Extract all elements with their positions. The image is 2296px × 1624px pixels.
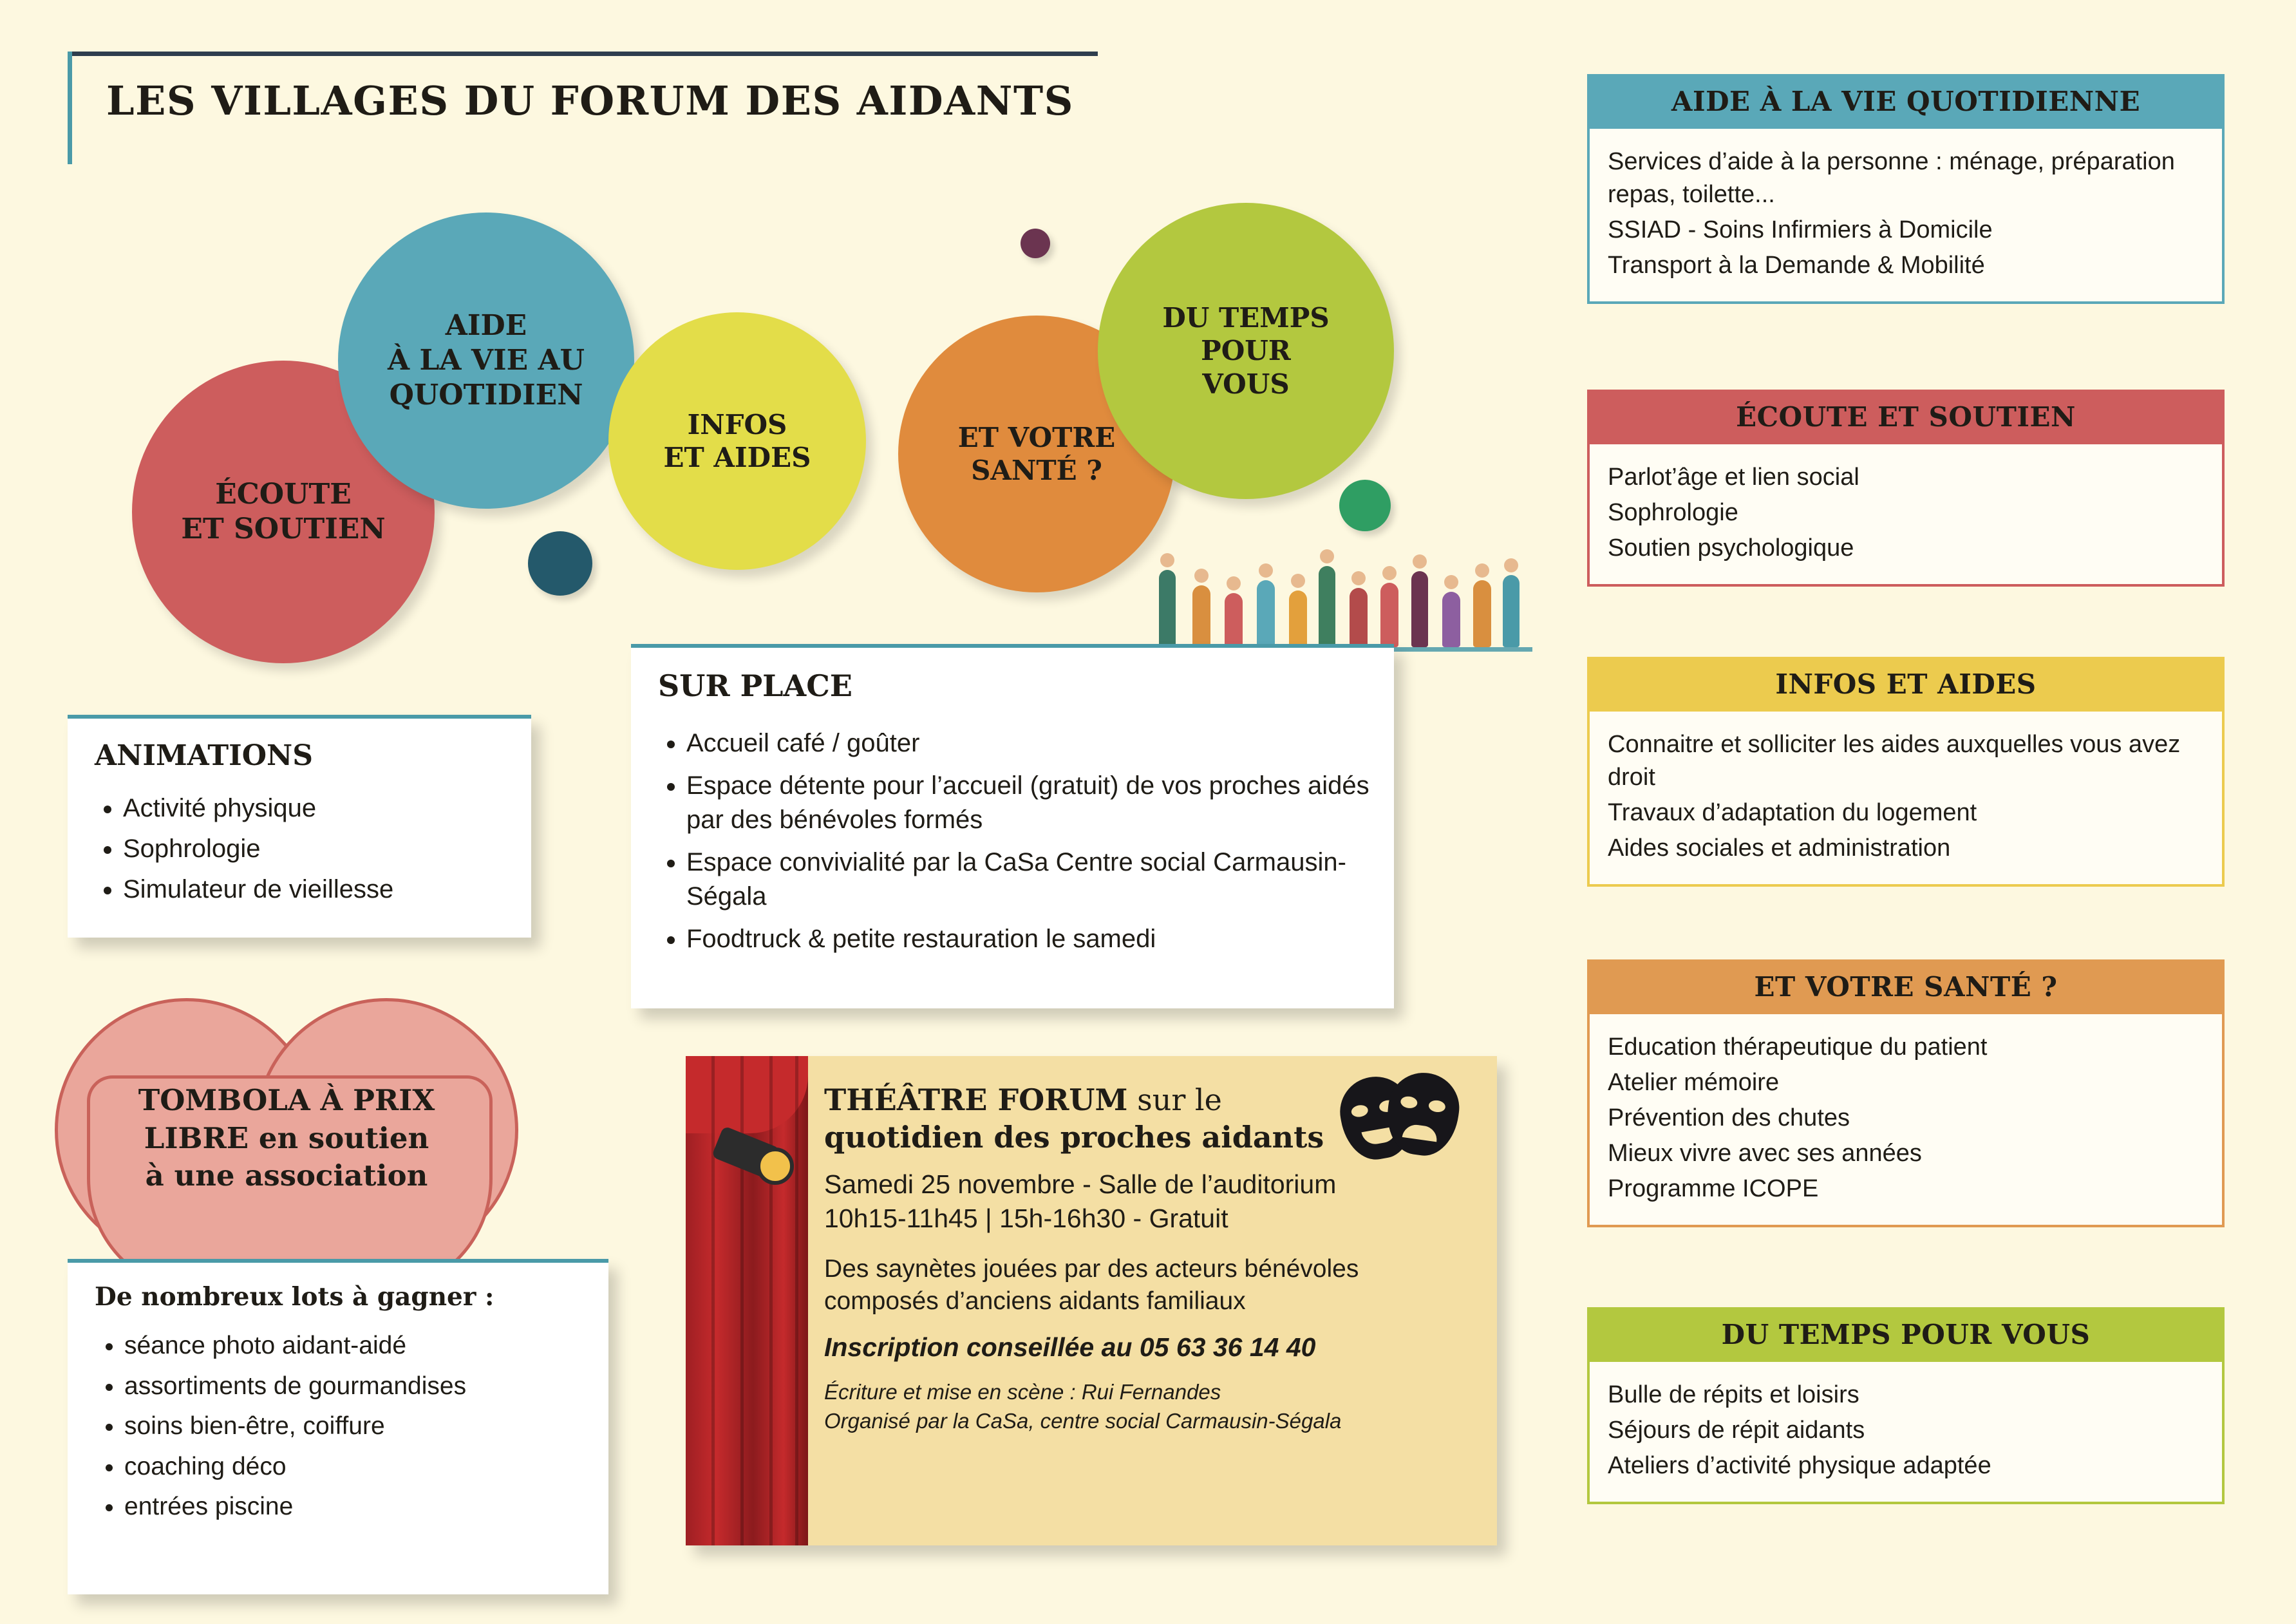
theatre-text-block: [824, 1082, 1474, 1435]
section-infos-aides: [1587, 657, 2225, 887]
person-figure: [1159, 570, 1176, 647]
list-item: • assortiments de gourmandises: [124, 1368, 466, 1405]
list-item: Ateliers d’activité physique adaptée: [1608, 1451, 1991, 1479]
sur-place-card: [631, 644, 1394, 1008]
title-top-rule: [68, 52, 1098, 56]
tombola-lots-card: [68, 1259, 608, 1594]
theatre-date: Samedi 25 novembre - Salle de l’auditorium: [824, 1169, 1337, 1199]
list-item: Soutien psychologique: [1608, 534, 1854, 562]
theatre-title-rest: sur le: [1127, 1082, 1222, 1117]
theatre-inscription[interactable]: Inscription conseillée au 05 63 36 14 40: [824, 1332, 1316, 1362]
theatre-credits: [824, 1378, 1474, 1435]
person-figure: [1380, 583, 1398, 647]
village-circle-temps: [1098, 203, 1394, 499]
list-item: • coaching déco: [124, 1449, 466, 1486]
person-figure: [1473, 580, 1491, 647]
theatre-schedule: [824, 1167, 1474, 1236]
theatre-credit-organizer: Organisé par la CaSa, centre social Carmausin-Ségala: [824, 1408, 1342, 1433]
animations-list: [89, 786, 393, 911]
list-item: Bulle de répits et loisirs: [1608, 1381, 1859, 1408]
theatre-title: [824, 1082, 1474, 1156]
list-item: • Accueil café / goûter: [686, 726, 1401, 761]
list-item: • entrées piscine: [124, 1489, 466, 1525]
section-aide-vie-quotidienne: [1587, 74, 2225, 304]
person-figure: [1289, 590, 1307, 647]
list-item: Sophrologie: [1608, 498, 1738, 526]
list-item: SSIAD - Soins Infirmiers à Domicile: [1608, 216, 1993, 243]
section-header: AIDE À LA VIE QUOTIDIENNE: [1587, 74, 2225, 129]
lots-title: De nombreux lots à gagner :: [95, 1282, 494, 1312]
list-item: • Activité physique: [123, 790, 393, 827]
tombola-line2: LIBRE en soutien: [144, 1120, 429, 1155]
person-figure: [1503, 575, 1520, 647]
theatre-hours: 10h15-11h45 | 15h-16h30 - Gratuit: [824, 1204, 1228, 1234]
section-ecoute-soutien: [1587, 390, 2225, 587]
person-figure: [1225, 593, 1243, 647]
circle-sante-line1: ET VOTRE: [957, 421, 1116, 453]
list-item: Mieux vivre avec ses années: [1608, 1139, 1922, 1167]
section-header: ÉCOUTE ET SOUTIEN: [1587, 390, 2225, 444]
list-item: • Sophrologie: [123, 831, 393, 867]
circle-temps-line1: DU TEMPS: [1162, 302, 1330, 334]
lots-list: [91, 1324, 466, 1529]
circle-infos-line2: ET AIDES: [663, 442, 811, 473]
section-items: [1587, 444, 2225, 587]
list-item: Séjours de répit aidants: [1608, 1416, 1865, 1444]
theatre-title-line2: quotidien des proches aidants: [824, 1119, 1324, 1155]
animations-title: ANIMATIONS: [95, 739, 314, 772]
decorative-dot-green: [1339, 480, 1391, 531]
theatre-credit-author: Écriture et mise en scène : Rui Fernandes: [824, 1379, 1221, 1404]
list-item: Education thérapeutique du patient: [1608, 1034, 1988, 1061]
list-item: Aides sociales et administration: [1608, 834, 1951, 862]
person-figure: [1411, 571, 1428, 647]
list-item: Travaux d’adaptation du logement: [1608, 798, 1977, 826]
list-item: Transport à la Demande & Mobilité: [1608, 251, 1985, 279]
tombola-heading: [93, 1082, 480, 1195]
section-items: [1587, 1014, 2225, 1227]
circle-ecoute-line1: ÉCOUTE: [215, 478, 352, 511]
circle-aide-line2: À LA VIE AU: [388, 344, 585, 377]
list-item: • Simulateur de vieillesse: [123, 871, 393, 908]
circle-infos-line1: INFOS: [687, 408, 787, 440]
list-item: Programme ICOPE: [1608, 1175, 1819, 1202]
list-item: • séance photo aidant-aidé: [124, 1328, 466, 1364]
list-item: • soins bien-être, coiffure: [124, 1408, 466, 1445]
tombola-line1: TOMBOLA À PRIX: [138, 1083, 435, 1117]
section-header: ET VOTRE SANTÉ ?: [1587, 959, 2225, 1014]
decorative-dot-teal: [528, 531, 592, 596]
section-items: [1587, 712, 2225, 887]
animations-card: [68, 715, 531, 938]
decorative-dot-plum: [1021, 229, 1050, 258]
section-et-votre-sante: [1587, 959, 2225, 1227]
theatre-description: Des saynètes jouées par des acteurs bénévoles composés d’anciens aidants familiaux: [824, 1254, 1359, 1316]
sur-place-list: [653, 719, 1401, 965]
section-items: [1587, 1362, 2225, 1504]
tombola-line3: à une association: [145, 1158, 428, 1193]
theatre-forum-box: [686, 1056, 1497, 1545]
list-item: • Espace convivialité par la CaSa Centre social Carmausin-Ségala: [686, 845, 1401, 914]
section-header: INFOS ET AIDES: [1587, 657, 2225, 712]
spotlight-icon: [704, 1114, 800, 1198]
circle-aide-line1: AIDE: [445, 309, 527, 343]
people-illustration: [1153, 534, 1532, 657]
list-item: Services d’aide à la personne : ménage, préparation repas, toilette...: [1608, 148, 2175, 208]
list-item: Parlot’âge et lien social: [1608, 464, 1859, 491]
village-circle-infos: [608, 312, 866, 570]
sur-place-title: SUR PLACE: [658, 668, 852, 703]
village-circle-aide: [338, 212, 634, 509]
person-figure: [1319, 566, 1335, 647]
list-item: • Foodtruck & petite restauration le samedi: [686, 922, 1401, 957]
list-item: Atelier mémoire: [1608, 1068, 1780, 1096]
page-title: LES VILLAGES DU FORUM DES AIDANTS: [106, 77, 1074, 124]
section-header: DU TEMPS POUR VOUS: [1587, 1307, 2225, 1362]
section-items: [1587, 129, 2225, 304]
list-item: • Espace détente pour l’accueil (gratuit) de vos proches aidés par des bénévoles formés: [686, 769, 1401, 838]
theatre-title-strong: THÉÂTRE FORUM: [824, 1082, 1128, 1117]
circle-temps-line2: POUR: [1201, 335, 1291, 367]
list-item: Prévention des chutes: [1608, 1104, 1850, 1131]
person-figure: [1442, 592, 1460, 647]
title-left-rule: [68, 52, 72, 164]
person-figure: [1257, 580, 1275, 647]
circle-ecoute-line2: ET SOUTIEN: [181, 513, 386, 545]
person-figure: [1192, 585, 1210, 647]
list-item: Connaitre et solliciter les aides auxquelles vous avez droit: [1608, 731, 2181, 791]
circle-aide-line3: QUOTIDIEN: [389, 378, 583, 411]
section-du-temps-pour-vous: [1587, 1307, 2225, 1504]
circle-sante-line2: SANTÉ ?: [971, 455, 1102, 486]
person-figure: [1350, 588, 1368, 647]
circle-temps-line3: VOUS: [1202, 368, 1290, 400]
